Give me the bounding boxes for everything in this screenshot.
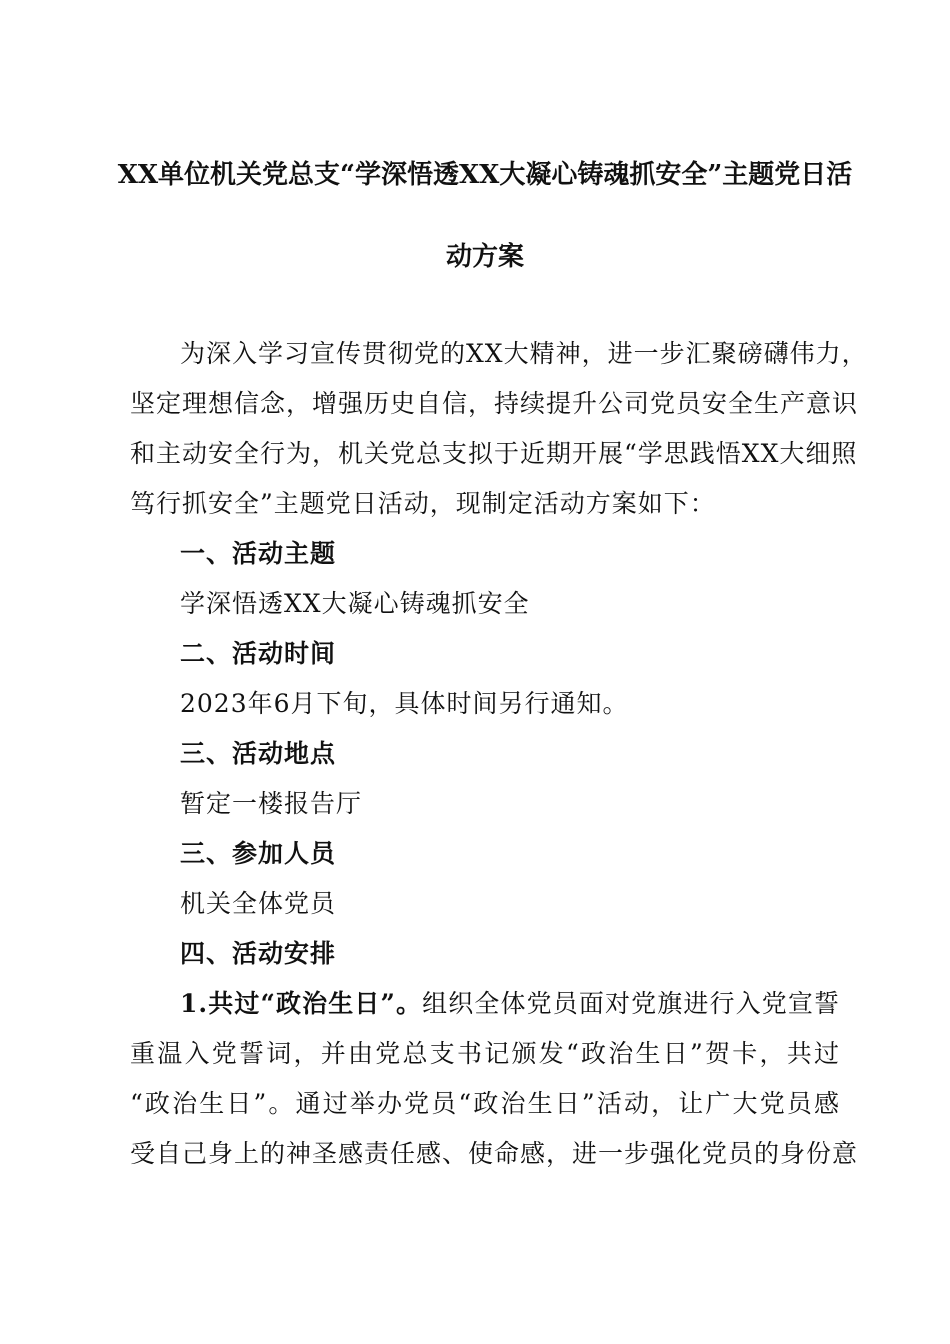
section-heading-theme: 一、活动主题 xyxy=(180,539,337,568)
section-heading-arrangement: 四、活动安排 xyxy=(180,939,337,968)
intro-line-2: 坚定理想信念，增强历史自信，持续提升公司党员安全生产意识 xyxy=(130,389,859,418)
section-heading-participants: 三、参加人员 xyxy=(180,839,337,868)
arrangement-item-1-line-2: 重温入党誓词，并由党总支书记颁发“政治生日”贺卡，共过 xyxy=(130,1039,840,1068)
section-content-time: 2023年6月下旬，具体时间另行通知。 xyxy=(180,689,629,718)
section-content-theme: 学深悟透XX大凝心铸魂抓安全 xyxy=(180,589,530,618)
arrangement-item-1-line-1 xyxy=(180,986,840,1022)
document-title-line-2: 动方案 xyxy=(445,242,524,272)
section-content-location: 暂定一楼报告厅 xyxy=(180,789,363,818)
intro-line-4: 笃行抓安全”主题党日活动，现制定活动方案如下： xyxy=(130,489,716,518)
section-content-participants: 机关全体党员 xyxy=(180,889,337,918)
document-title-line-1: XX单位机关党总支“学深悟透XX大凝心铸魂抓安全”主题党日活 xyxy=(117,160,853,190)
arrangement-item-1-lead: 1.共过“政治生日”。 xyxy=(180,989,423,1018)
section-heading-time: 二、活动时间 xyxy=(180,639,337,668)
intro-line-3: 和主动安全行为，机关党总支拟于近期开展“学思践悟XX大细照 xyxy=(130,439,858,468)
arrangement-item-1-line-4: 受自己身上的神圣感责任感、使命感，进一步强化党员的身份意 xyxy=(130,1139,859,1168)
arrangement-item-1-line-3: “政治生日”。通过举办党员“政治生日”活动，让广大党员感 xyxy=(130,1089,840,1118)
arrangement-item-1-first-line-rest: 组织全体党员面对党旗进行入党宣誓 xyxy=(422,989,840,1018)
section-heading-location: 三、活动地点 xyxy=(180,739,337,768)
intro-line-1: 为深入学习宣传贯彻党的XX大精神，进一步汇聚磅礴伟力， xyxy=(180,339,868,368)
